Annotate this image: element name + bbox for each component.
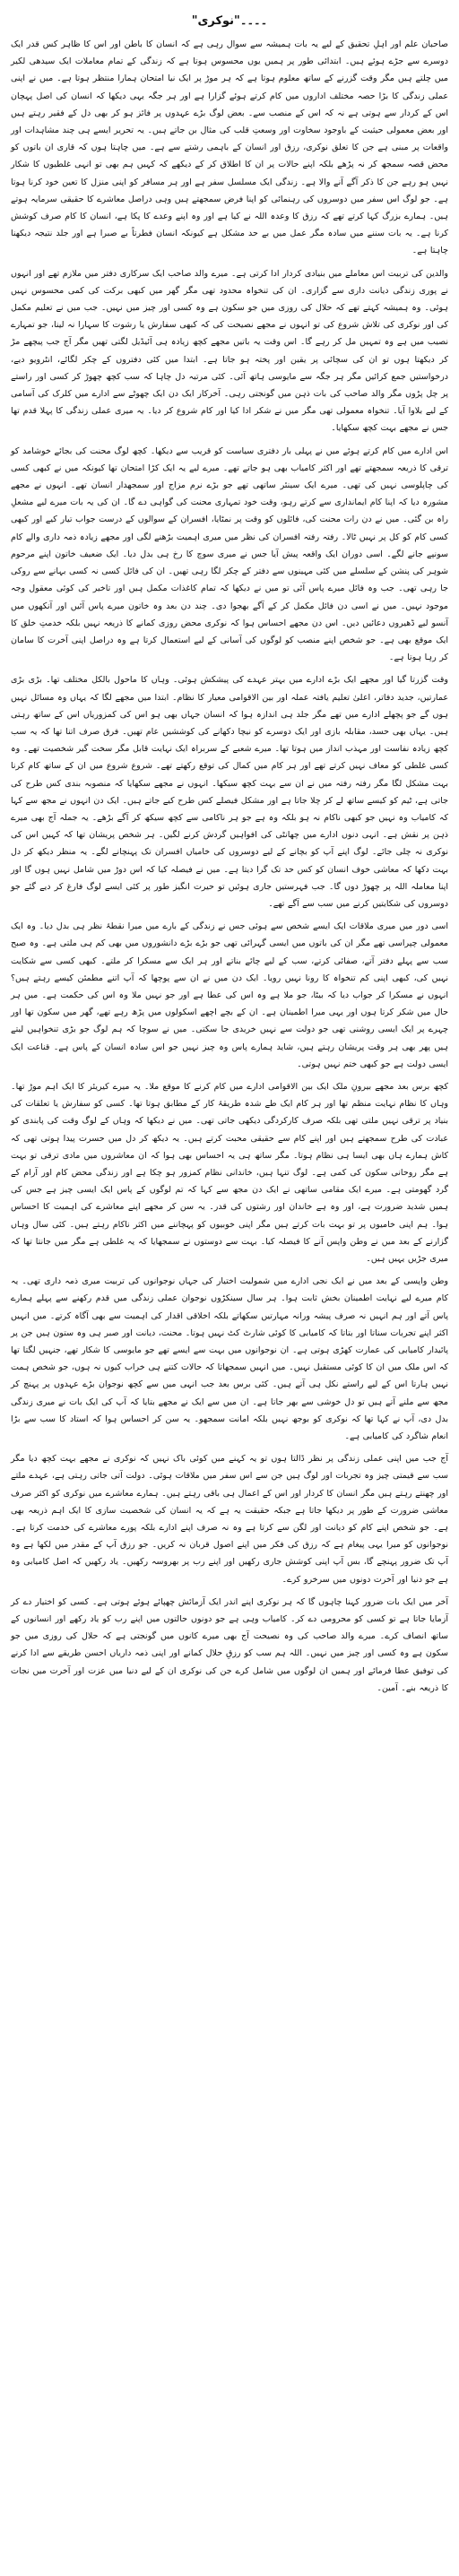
article-paragraph: اس ادارے میں کام کرتے ہوئے میں نے پہلی بار دفتری سیاست کو قریب سے دیکھا۔ کچھ لوگ محنت کی بجائے خوشامد کو ترقی کا ذریعہ سمجھتے تھے اور اکثر کامیاب بھی ہو جاتے تھے۔ میرے لیے یہ ایک کڑا امتحان تھا کیونکہ میں نے کبھی کسی کی چاپلوسی نہیں کی تھی۔ میرے ایک سینئر ساتھی تھے جو بڑے نرم مزاج اور سمجھدار انسان تھے۔ انہوں نے مجھے مشورہ دیا کہ اپنا کام ایمانداری سے کرتے رہو، وقت خود تمہاری محنت کی گواہی دے گا۔ ان کی یہ بات میرے لیے مشعلِ راہ بن گئی۔ میں نے دن رات محنت کی، فائلوں کو وقت پر نمٹایا، افسران کے سوالوں کے درست جواب تیار کیے اور کبھی کسی کام کو کل پر نہیں ٹالا۔ رفتہ رفتہ افسران کی نظر میں میری اہمیت بڑھنے لگی اور مجھے زیادہ ذمہ داری والے کام سونپے جانے لگے۔ اسی دوران ایک واقعہ پیش آیا جس نے میری سوچ کا رخ ہی بدل دیا۔ ایک ضعیف خاتون اپنے مرحوم شوہر کی پنشن کے سلسلے میں کئی مہینوں سے دفتر کے چکر لگا رہی تھیں۔ ان کی فائل کسی نہ کسی بہانے سے روکی جا رہی تھی۔ جب وہ فائل میرے پاس آئی تو میں نے دیکھا کہ تمام کاغذات مکمل ہیں اور تاخیر کی کوئی معقول وجہ موجود نہیں۔ میں نے اسی دن فائل مکمل کر کے آگے بھجوا دی۔ چند دن بعد وہ خاتون میرے پاس آئیں اور آنکھوں میں آنسو لیے ڈھیروں دعائیں دیں۔ اس دن مجھے احساس ہوا کہ نوکری محض روزی کمانے کا ذریعہ نہیں بلکہ خدمتِ خلق کا ایک موقع بھی ہے۔ جو شخص اپنے منصب کو لوگوں کی آسانی کے لیے استعمال کرتا ہے وہ دراصل اپنی آخرت کا سامان کر رہا ہوتا ہے۔ <box>11 445 448 663</box>
article-paragraph: وطن واپسی کے بعد میں نے ایک نجی ادارے میں شمولیت اختیار کی جہاں نوجوانوں کی تربیت میری ذمہ داری تھی۔ یہ کام میرے لیے نہایت اطمینان بخش ثابت ہوا۔ ہر سال سینکڑوں نوجوان عملی زندگی میں قدم رکھنے سے پہلے ہمارے پاس آتے اور ہم انہیں نہ صرف پیشہ ورانہ مہارتیں سکھاتے بلکہ اخلاقی اقدار کی اہمیت سے بھی آگاہ کرتے۔ میں انہیں اکثر اپنے تجربات سناتا اور بتاتا کہ کامیابی کا کوئی شارٹ کٹ نہیں ہوتا۔ محنت، دیانت اور صبر ہی وہ ستون ہیں جن پر پائیدار کامیابی کی عمارت کھڑی ہوتی ہے۔ ان نوجوانوں میں بہت سے ایسے تھے جو مایوسی کا شکار تھے، جنہیں لگتا تھا کہ اس ملک میں ان کا کوئی مستقبل نہیں۔ میں انہیں سمجھاتا کہ حالات کتنے ہی خراب کیوں نہ ہوں، جو شخص ہمت نہیں ہارتا اس کے لیے راستے نکل ہی آتے ہیں۔ کئی برس بعد جب انہی میں سے کچھ نوجوان بڑے عہدوں پر پہنچ کر مجھ سے ملنے آتے ہیں تو دل خوشی سے بھر جاتا ہے۔ ان میں سے ایک نے مجھے بتایا کہ آپ کی ایک بات نے میری زندگی بدل دی، آپ نے کہا تھا کہ نوکری کو بوجھ نہیں بلکہ امانت سمجھو۔ یہ سن کر احساس ہوا کہ استاد کا سب سے بڑا انعام شاگرد کی کامیابی ہے۔ <box>11 1276 448 1442</box>
article-paragraph: اسی دور میں میری ملاقات ایک ایسے شخص سے ہوئی جس نے زندگی کے بارے میں میرا نقطۂ نظر ہی بدل دیا۔ وہ ایک معمولی چپراسی تھے مگر ان کی باتوں میں ایسی گہرائی تھی جو بڑے بڑے دانشوروں میں بھی کم ہی ملتی ہے۔ وہ صبح سب سے پہلے دفتر آتے، صفائی کرتے، سب کے لیے چائے بناتے اور ہر ایک سے مسکرا کر ملتے۔ کبھی کسی سے شکایت نہیں کی، کبھی اپنی کم تنخواہ کا رونا نہیں رویا۔ ایک دن میں نے ان سے پوچھا کہ آپ اتنے مطمئن کیسے رہتے ہیں؟ انہوں نے مسکرا کر جواب دیا کہ بیٹا، جو ملا ہے وہ اس کی عطا ہے اور جو نہیں ملا وہ اس کی حکمت ہے۔ میں ہر حال میں شکر کرتا ہوں اور یہی میرا اطمینان ہے۔ ان کے بچے اچھے اسکولوں میں پڑھ رہے تھے، گھر میں سکون تھا اور چہرے پر ایک ایسی روشنی تھی جو دولت سے نہیں خریدی جا سکتی۔ میں نے سوچا کہ ہم لوگ جو بڑی تنخواہیں لیتے ہیں پھر بھی ہر وقت پریشان رہتے ہیں، شاید ہمارے پاس وہ چیز نہیں جو اس سادہ انسان کے پاس ہے۔ قناعت ایک ایسی دولت ہے جو کبھی ختم نہیں ہوتی۔ <box>11 921 448 1069</box>
article-paragraph: صاحبان علم اور اہلِ تحقیق کے لیے یہ بات ہمیشہ سے سوال رہی ہے کہ انسان کا باطن اور اس کا ظاہر کس قدر ایک دوسرے سے جڑے ہوئے ہیں۔ ابتدائی طور پر ہمیں یوں محسوس ہوتا ہے کہ زندگی کے تمام معاملات ایک سیدھی لکیر میں چلتے ہیں مگر وقت گزرنے کے ساتھ معلوم ہوتا ہے کہ ہر موڑ پر ایک نیا امتحان ہمارا منتظر ہوتا ہے۔ میں نے اپنی عملی زندگی کا بڑا حصہ مختلف اداروں میں کام کرتے ہوئے گزارا ہے اور ہر جگہ یہی دیکھا کہ انسان کی اصل پہچان اس کے کردار سے ہوتی ہے نہ کہ اس کے منصب سے۔ بعض لوگ بڑے عہدوں پر فائز ہو کر بھی دل کے فقیر رہتے ہیں اور بعض معمولی حیثیت کے باوجود سخاوت اور وسعتِ قلب کی مثال بن جاتے ہیں۔ یہ تحریر ایسے ہی چند مشاہدات اور واقعات پر مبنی ہے جن کا تعلق نوکری، رزق اور انسان کے باہمی رشتے سے ہے۔ میں چاہتا ہوں کہ قاری ان باتوں کو محض قصہ سمجھ کر نہ پڑھے بلکہ اپنے حالات پر ان کا اطلاق کر کے دیکھے کہ کہیں ہم بھی تو انہی غلطیوں کا شکار نہیں ہو رہے جن کا ذکر آگے آنے والا ہے۔ زندگی ایک مسلسل سفر ہے اور ہر مسافر کو اپنی منزل کا تعین خود کرنا ہوتا ہے۔ جو لوگ اس سفر میں دوسروں کی رہنمائی کو اپنا فرض سمجھتے ہیں وہی دراصل معاشرے کا حقیقی سرمایہ ہوتے ہیں۔ ہمارے بزرگ کہا کرتے تھے کہ رزق کا وعدہ اللہ نے کیا ہے اور وہ اپنے وعدے کا پکا ہے، انسان کا کام صرف کوشش کرنا ہے۔ یہ بات سننے میں سادہ مگر عمل میں بے حد مشکل ہے کیونکہ انسان فطرتاً بے صبرا ہے اور جلد نتیجہ دیکھنا چاہتا ہے۔ <box>11 39 448 256</box>
article-paragraph: آخر میں ایک بات ضرور کہنا چاہوں گا کہ ہر نوکری اپنے اندر ایک آزمائش چھپائے ہوئے ہوتی ہے۔ کسی کو اختیار دے کر آزمایا جاتا ہے تو کسی کو محرومی دے کر۔ کامیاب وہی ہے جو دونوں حالتوں میں اپنے رب کو یاد رکھے اور انسانوں کے ساتھ انصاف کرے۔ میرے والد صاحب کی وہ نصیحت آج بھی میرے کانوں میں گونجتی ہے کہ حلال کی روزی میں جو سکون ہے وہ کسی اور چیز میں نہیں۔ اللہ ہم سب کو رزقِ حلال کمانے اور اپنی ذمہ داریاں احسن طریقے سے ادا کرنے کی توفیق عطا فرمائے اور ہمیں ان لوگوں میں شامل کرے جن کی نوکری ان کے لیے دنیا میں عزت اور آخرت میں نجات کا ذریعہ بنے۔ آمین۔ <box>11 1596 448 1693</box>
article-body <box>11 36 448 1697</box>
article-paragraph: والدین کی تربیت اس معاملے میں بنیادی کردار ادا کرتی ہے۔ میرے والد صاحب ایک سرکاری دفتر میں ملازم تھے اور انہوں نے پوری زندگی دیانت داری سے گزاری۔ ان کی تنخواہ محدود تھی مگر گھر میں کبھی برکت کی کمی محسوس نہیں ہوئی۔ وہ ہمیشہ کہتے تھے کہ حلال کی روزی میں جو سکون ہے وہ کسی اور چیز میں نہیں۔ جب میں نے تعلیم مکمل کی اور نوکری کی تلاش شروع کی تو انہوں نے مجھے نصیحت کی کہ کبھی سفارش یا رشوت کا سہارا نہ لینا، جو تمہارے نصیب میں ہے وہ تمہیں مل کر رہے گا۔ اس وقت یہ باتیں مجھے کچھ زیادہ ہی آئیڈیل لگتی تھیں مگر آج جب پیچھے مڑ کر دیکھتا ہوں تو ان کی سچائی پر یقین اور پختہ ہو جاتا ہے۔ ابتدا میں کئی دفتروں کے چکر لگائے، انٹرویو دیے، درخواستیں جمع کرائیں مگر ہر جگہ سے مایوسی ہاتھ آئی۔ کئی مرتبہ دل چاہا کہ سب کچھ چھوڑ کر کسی اور راستے پر چل پڑوں مگر والد صاحب کی بات ذہن میں گونجتی رہی۔ آخرکار ایک دن ایک چھوٹے سے ادارے میں کلرک کی آسامی کے لیے بلاوا آیا۔ تنخواہ معمولی تھی مگر میں نے شکر ادا کیا اور کام شروع کر دیا۔ یہ میری عملی زندگی کا پہلا قدم تھا جس نے مجھے بہت کچھ سکھایا۔ <box>11 268 448 434</box>
article-paragraph: آج جب میں اپنی عملی زندگی پر نظر ڈالتا ہوں تو یہ کہنے میں کوئی باک نہیں کہ نوکری نے مجھے بہت کچھ دیا مگر سب سے قیمتی چیز وہ تجربات اور لوگ ہیں جن سے اس سفر میں ملاقات ہوئی۔ دولت آتی جاتی رہتی ہے، عہدے ملتے اور چھنتے رہتے ہیں مگر انسان کا کردار اور اس کے اعمال ہی باقی رہتے ہیں۔ ہمارے معاشرے میں نوکری کو اکثر صرف معاشی ضرورت کے طور پر دیکھا جاتا ہے جبکہ حقیقت یہ ہے کہ یہ انسان کی شخصیت سازی کا ایک اہم ذریعہ بھی ہے۔ جو شخص اپنے کام کو دیانت اور لگن سے کرتا ہے وہ نہ صرف اپنے ادارے بلکہ پورے معاشرے کی خدمت کرتا ہے۔ نوجوانوں کو میرا یہی پیغام ہے کہ رزق کی فکر میں اپنے اصول قربان نہ کریں۔ جو رزق آپ کے مقدر میں لکھا ہے وہ آپ تک ضرور پہنچے گا، بس آپ اپنی کوشش جاری رکھیں اور اپنے رب پر بھروسہ رکھیں۔ یاد رکھیں کہ اصل کامیابی وہ ہے جو دنیا اور آخرت دونوں میں سرخرو کرے۔ <box>11 1454 448 1585</box>
article-title: ۔۔۔۔"نوکری" <box>191 14 268 28</box>
article-paragraph: وقت گزرتا گیا اور مجھے ایک بڑے ادارے میں بہتر عہدے کی پیشکش ہوئی۔ وہاں کا ماحول بالکل مختلف تھا۔ بڑی بڑی عمارتیں، جدید دفاتر، اعلیٰ تعلیم یافتہ عملہ اور بین الاقوامی معیار کا نظام۔ ابتدا میں مجھے لگا کہ یہاں وہ مسائل نہیں ہوں گے جو پچھلے ادارے میں تھے مگر جلد ہی اندازہ ہوا کہ انسان جہاں بھی ہو اس کی کمزوریاں اس کے ساتھ رہتی ہیں۔ یہاں بھی حسد، مقابلہ بازی اور ایک دوسرے کو نیچا دکھانے کی کوششیں عام تھیں۔ فرق صرف اتنا تھا کہ یہ سب کچھ زیادہ نفاست اور مہذب انداز میں ہوتا تھا۔ میرے شعبے کے سربراہ ایک نہایت قابل مگر سخت گیر شخصیت تھے۔ وہ کسی غلطی کو معاف نہیں کرتے تھے اور ہر کام میں کمال کی توقع رکھتے تھے۔ شروع شروع میں ان کے ساتھ کام کرنا بہت مشکل لگا مگر رفتہ رفتہ میں نے ان سے بہت کچھ سیکھا۔ انہوں نے مجھے سکھایا کہ منصوبہ بندی کس طرح کی جاتی ہے، ٹیم کو کیسے ساتھ لے کر چلا جاتا ہے اور مشکل فیصلے کس طرح کیے جاتے ہیں۔ ایک دن انہوں نے مجھ سے کہا کہ کامیاب وہ نہیں جو کبھی ناکام نہ ہو بلکہ وہ ہے جو ہر ناکامی سے کچھ سیکھ کر آگے بڑھے۔ یہ جملہ آج بھی میرے ذہن پر نقش ہے۔ انہی دنوں ادارے میں چھانٹی کی افواہیں گردش کرنے لگیں۔ ہر شخص پریشان تھا کہ کہیں اس کی نوکری نہ چلی جائے۔ لوگ اپنے آپ کو بچانے کے لیے دوسروں کی خامیاں افسران تک پہنچانے لگے۔ یہ منظر دیکھ کر دل بہت دکھا کہ معاشی خوف انسان کو کس حد تک گرا دیتا ہے۔ میں نے فیصلہ کیا کہ اس دوڑ میں شامل نہیں ہوں گا اور اپنا معاملہ اللہ پر چھوڑ دوں گا۔ جب فہرستیں جاری ہوئیں تو حیرت انگیز طور پر کئی ایسے لوگ فارغ کر دیے گئے جو دوسروں کی شکایتیں کرنے میں سب سے آگے تھے۔ <box>11 675 448 909</box>
article-paragraph: کچھ برس بعد مجھے بیرونِ ملک ایک بین الاقوامی ادارے میں کام کرنے کا موقع ملا۔ یہ میرے کیریئر کا ایک اہم موڑ تھا۔ وہاں کا نظام نہایت منظم تھا اور ہر کام ایک طے شدہ طریقۂ کار کے مطابق ہوتا تھا۔ کسی کو سفارش یا تعلقات کی بنیاد پر ترقی نہیں ملتی تھی بلکہ صرف کارکردگی دیکھی جاتی تھی۔ میں نے دیکھا کہ وہاں کے لوگ وقت کی پابندی کو عبادت کی طرح سمجھتے ہیں اور اپنے کام سے حقیقی محبت کرتے ہیں۔ یہ دیکھ کر دل میں حسرت پیدا ہوتی تھی کہ کاش ہمارے ہاں بھی ایسا ہی نظام ہوتا۔ مگر ساتھ ہی یہ احساس بھی ہوا کہ ان معاشروں میں مادی ترقی تو بہت ہے مگر روحانی سکون کی کمی ہے۔ لوگ تنہا ہیں، خاندانی نظام کمزور ہو چکا ہے اور زندگی محض کام اور آرام کے گرد گھومتی ہے۔ میرے ایک مقامی ساتھی نے ایک دن مجھ سے کہا کہ تم لوگوں کے پاس ایک ایسی چیز ہے جس کی ہمیں شدید ضرورت ہے، اور وہ ہے خاندان اور رشتوں کی قدر۔ یہ سن کر مجھے اپنے معاشرے کی اہمیت کا احساس ہوا۔ ہم اپنی خامیوں پر تو بہت بات کرتے ہیں مگر اپنی خوبیوں کو پہچاننے میں اکثر ناکام رہتے ہیں۔ کئی سال وہاں گزارنے کے بعد میں نے وطن واپس آنے کا فیصلہ کیا۔ بہت سے دوستوں نے سمجھایا کہ یہ غلطی ہے مگر میں جانتا تھا کہ میری جڑیں یہیں ہیں۔ <box>11 1081 448 1265</box>
